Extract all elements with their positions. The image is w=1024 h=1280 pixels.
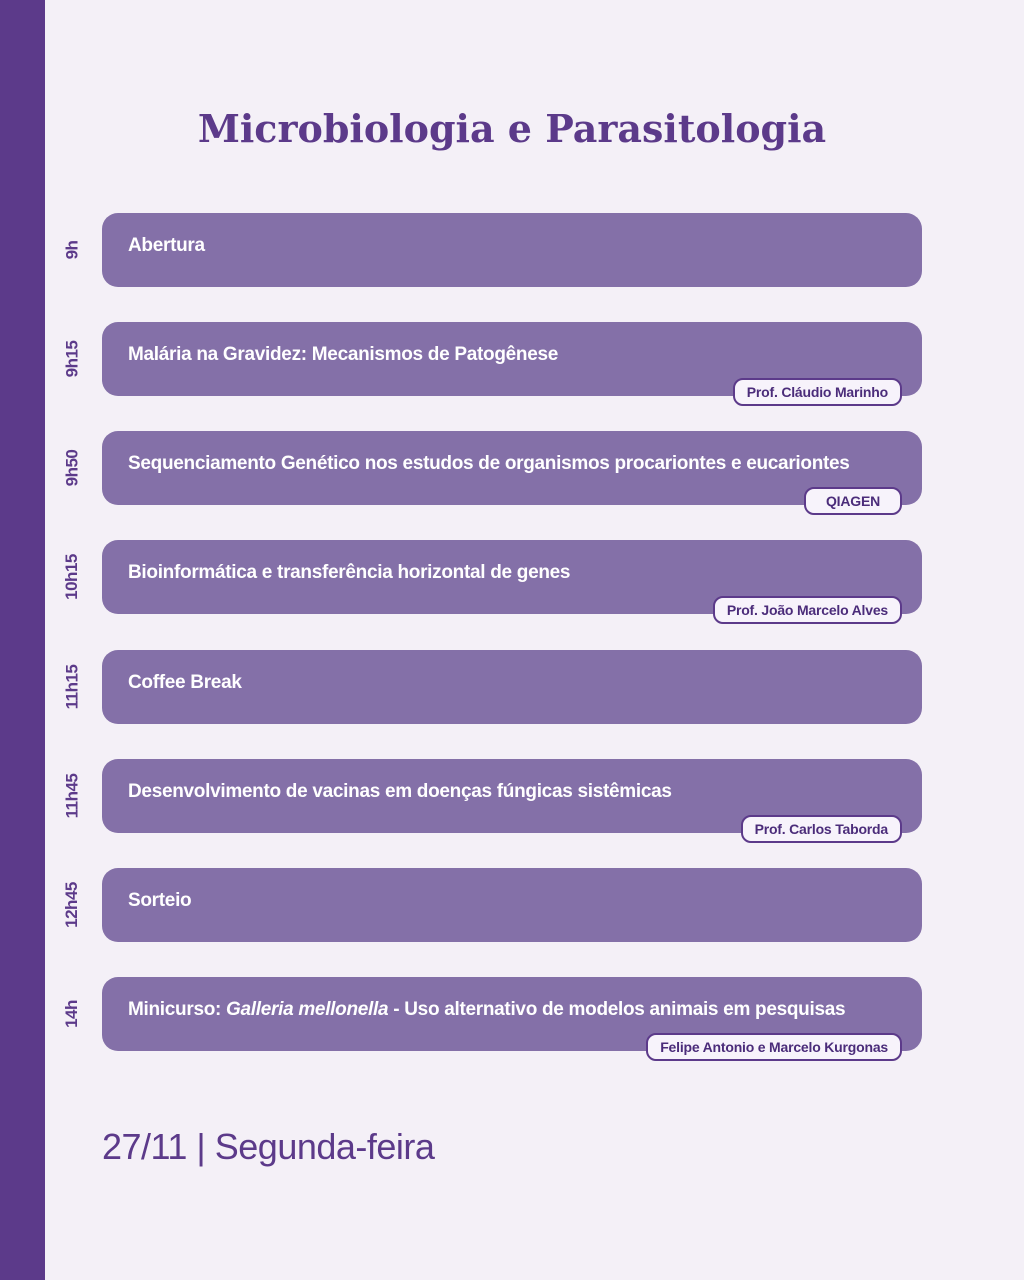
speaker-badge: QIAGEN (804, 487, 902, 515)
session-title-suffix: - Uso alternativo de modelos animais em pesquisas (388, 999, 846, 1020)
schedule-item (0, 868, 1024, 978)
schedule-item (0, 213, 1024, 323)
session-title: Bioinformática e transferência horizontal de genes (128, 562, 571, 583)
schedule-time: 11h45 (62, 773, 82, 819)
session-title: Sorteio (128, 890, 192, 911)
session-title: Coffee Break (128, 672, 242, 693)
schedule-item (0, 540, 1024, 650)
speaker-badge: Prof. Carlos Taborda (741, 815, 902, 843)
schedule-time: 10h15 (62, 554, 82, 600)
schedule-time: 14h (61, 1000, 81, 1028)
schedule-time: 12h45 (62, 882, 82, 928)
schedule-item (0, 977, 1024, 1087)
schedule-item (0, 322, 1024, 432)
schedule-card (102, 650, 922, 724)
schedule-card (102, 540, 922, 618)
speaker-badge: Prof. Cláudio Marinho (733, 378, 902, 406)
schedule-time: 9h (62, 240, 81, 260)
schedule-item (0, 759, 1024, 869)
session-title-species: Galleria mellonella (226, 999, 389, 1020)
page-title: Microbiologia e Parasitologia (197, 106, 827, 151)
session-title-prefix: Minicurso: (128, 999, 227, 1020)
schedule-time: 9h15 (62, 340, 81, 378)
session-title: Sequenciamento Genético nos estudos de organismos procariontes e eucariontes (128, 453, 850, 474)
schedule-time: 9h50 (62, 449, 81, 487)
schedule-item (0, 650, 1024, 760)
schedule-item (0, 431, 1024, 541)
session-title: Abertura (128, 235, 205, 256)
schedule-card (102, 977, 922, 1055)
session-title: Malária na Gravidez: Mecanismos de Patogênese (128, 344, 559, 365)
session-title: Desenvolvimento de vacinas em doenças fúngicas sistêmicas (128, 781, 672, 802)
schedule-card (102, 759, 922, 837)
schedule-card (102, 213, 922, 287)
schedule-card (102, 868, 922, 942)
schedule-time: 11h15 (62, 664, 82, 710)
session-title (128, 999, 845, 1021)
schedule-card (102, 431, 922, 509)
event-date: 27/11 | Segunda-feira (102, 1126, 435, 1167)
speaker-badge: Prof. João Marcelo Alves (713, 596, 902, 624)
schedule-card (102, 322, 922, 400)
speaker-badge: Felipe Antonio e Marcelo Kurgonas (646, 1033, 902, 1061)
